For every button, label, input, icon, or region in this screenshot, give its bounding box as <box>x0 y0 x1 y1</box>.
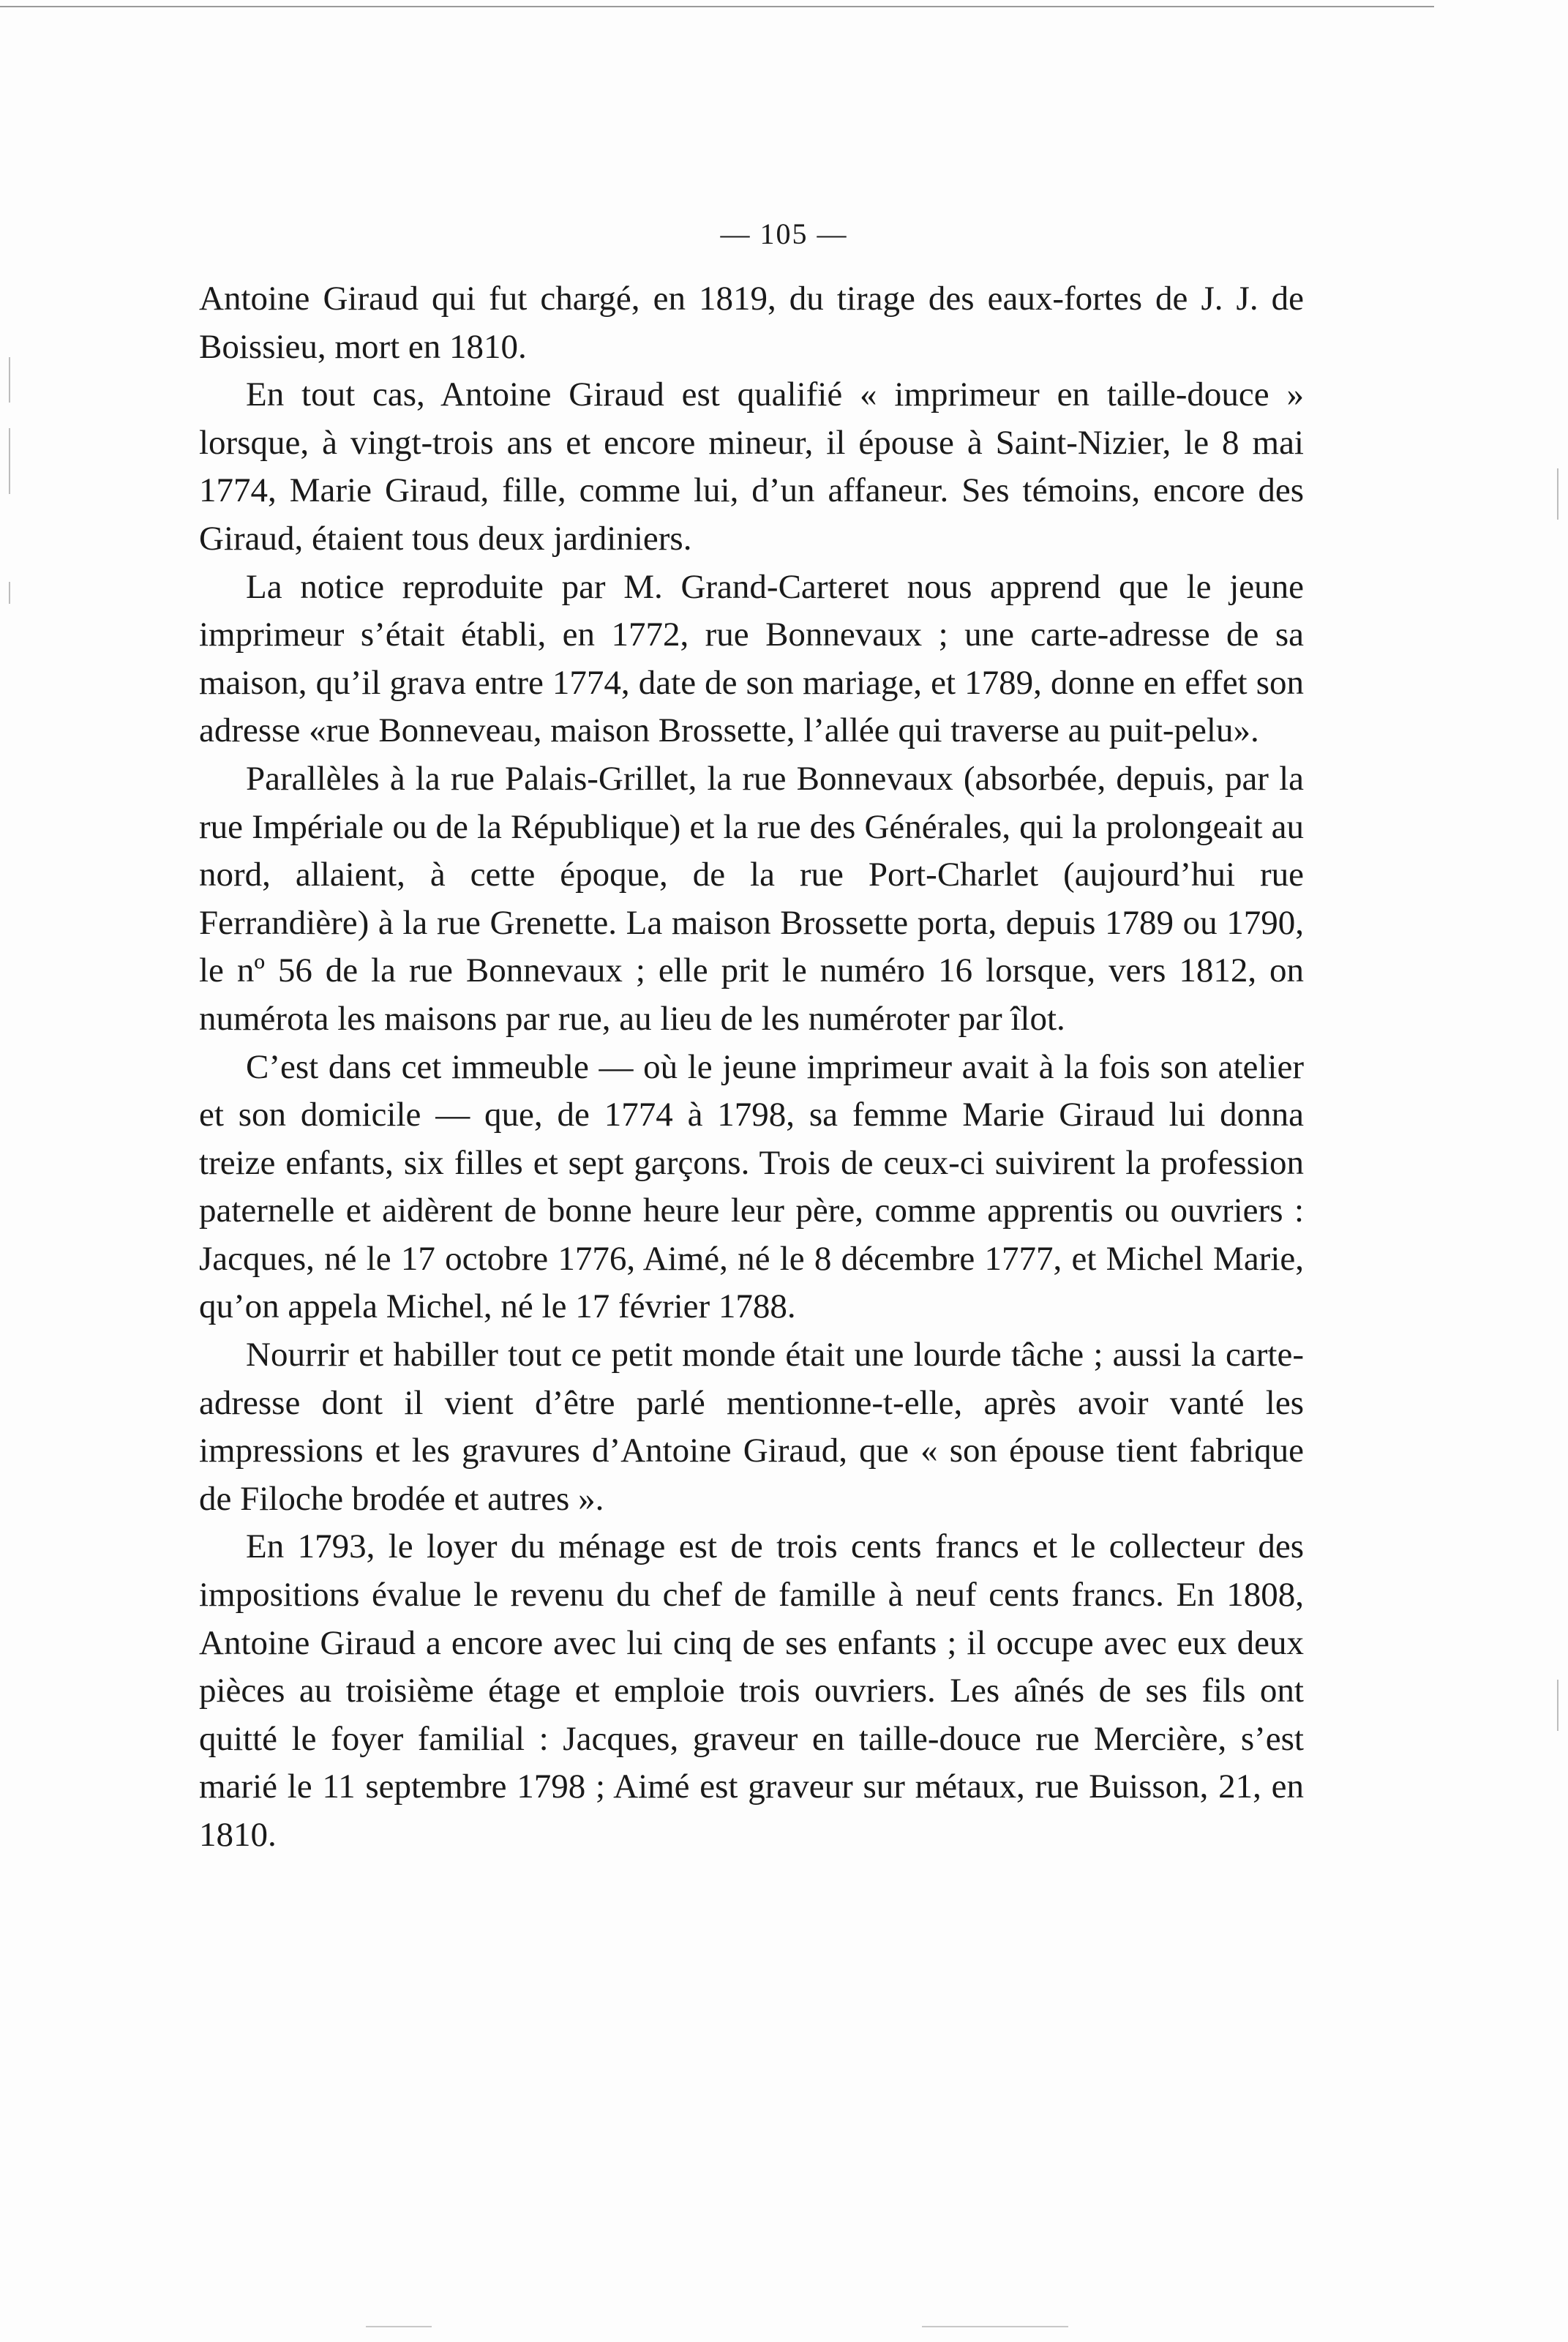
paragraph: Antoine Giraud qui fut chargé, en 1819, du tirage des eaux-fortes de J. J. de Boissieu, mort en 1810. <box>199 280 1304 366</box>
paragraph: En tout cas, Antoine Giraud est qualifié « imprimeur en taille-douce » lorsque, à vingt-trois ans et encore mineur, il épouse à Saint-Nizier, le 8 mai 1774, Marie Giraud, fille, comme lui, d’un affaneur. Ses témoins, encore des Giraud, étaient tous deux jardiniers. <box>199 375 1304 558</box>
paragraph: C’est dans cet immeuble — où le jeune imprimeur avait à la fois son atelier et son domicile — que, de 1774 à 1798, sa femme Marie Giraud lui donna treize enfants, six filles et sept garçons. Trois de ceux-ci suivirent la profession paternelle et aidèrent de bonne heure leur père, comme apprentis ou ouvriers : Jacques, né le 17 octobre 1776, Aimé, né le 8 décembre 1777, et Michel Marie, qu’on appela Michel, né le 17 février 1788. <box>199 1047 1304 1326</box>
scan-bottom-mark <box>922 2326 1068 2327</box>
paragraph: La notice reproduite par M. Grand-Carteret nous apprend que le jeune imprimeur s’était établi, en 1772, rue Bonnevaux ; une carte-adresse de sa maison, qu’il grava entre 1774, date de son mariage, et 1789, donne en effet son adresse «rue Bonneveau, maison Brossette, l’allée qui traverse au puit-pelu». <box>199 567 1304 750</box>
scan-margin-mark <box>1557 468 1558 520</box>
page-number: — 105 — <box>720 217 848 250</box>
scan-margin-mark <box>9 428 10 494</box>
paragraph: Parallèles à la rue Palais-Grillet, la rue Bonnevaux (absorbée, depuis, par la rue Impériale ou de la République) et la rue des Générales, qui la prolongeait au nord, allaient, à cette époque, de la rue Port-Charlet (aujourd’hui rue Ferrandière) à la rue Grenette. La maison Brossette porta, depuis 1789 ou 1790, le nº 56 de la rue Bonnevaux ; elle prit le numéro 16 lorsque, vers 1812, on numérota les maisons par rue, au lieu de les numéroter par îlot. <box>199 759 1304 1038</box>
paragraph: En 1793, le loyer du ménage est de trois cents francs et le collecteur des impositions évalue le revenu du chef de famille à neuf cents francs. En 1808, Antoine Giraud a encore avec lui cinq de ses enfants ; il occupe avec eux deux pièces au troisième étage et emploie trois ouvriers. Les aînés de ses fils ont quitté le foyer familial : Jacques, graveur en taille-douce rue Mercière, s’est marié le 11 septembre 1798 ; Aimé est graveur sur métaux, rue Buisson, 21, en 1810. <box>199 1527 1304 1854</box>
scan-edge-line <box>0 6 1434 7</box>
body-text <box>199 275 1304 1860</box>
scan-margin-mark <box>9 357 10 403</box>
scan-margin-mark <box>1557 1680 1558 1731</box>
scan-bottom-mark <box>366 2326 432 2327</box>
paragraph: Nourrir et habiller tout ce petit monde était une lourde tâche ; aussi la carte-adresse dont il vient d’être parlé mentionne-t-elle, après avoir vanté les impressions et les gravures d’Antoine Giraud, que « son épouse tient fabrique de Filoche brodée et autres ». <box>199 1336 1304 1518</box>
scan-margin-mark <box>9 582 10 604</box>
